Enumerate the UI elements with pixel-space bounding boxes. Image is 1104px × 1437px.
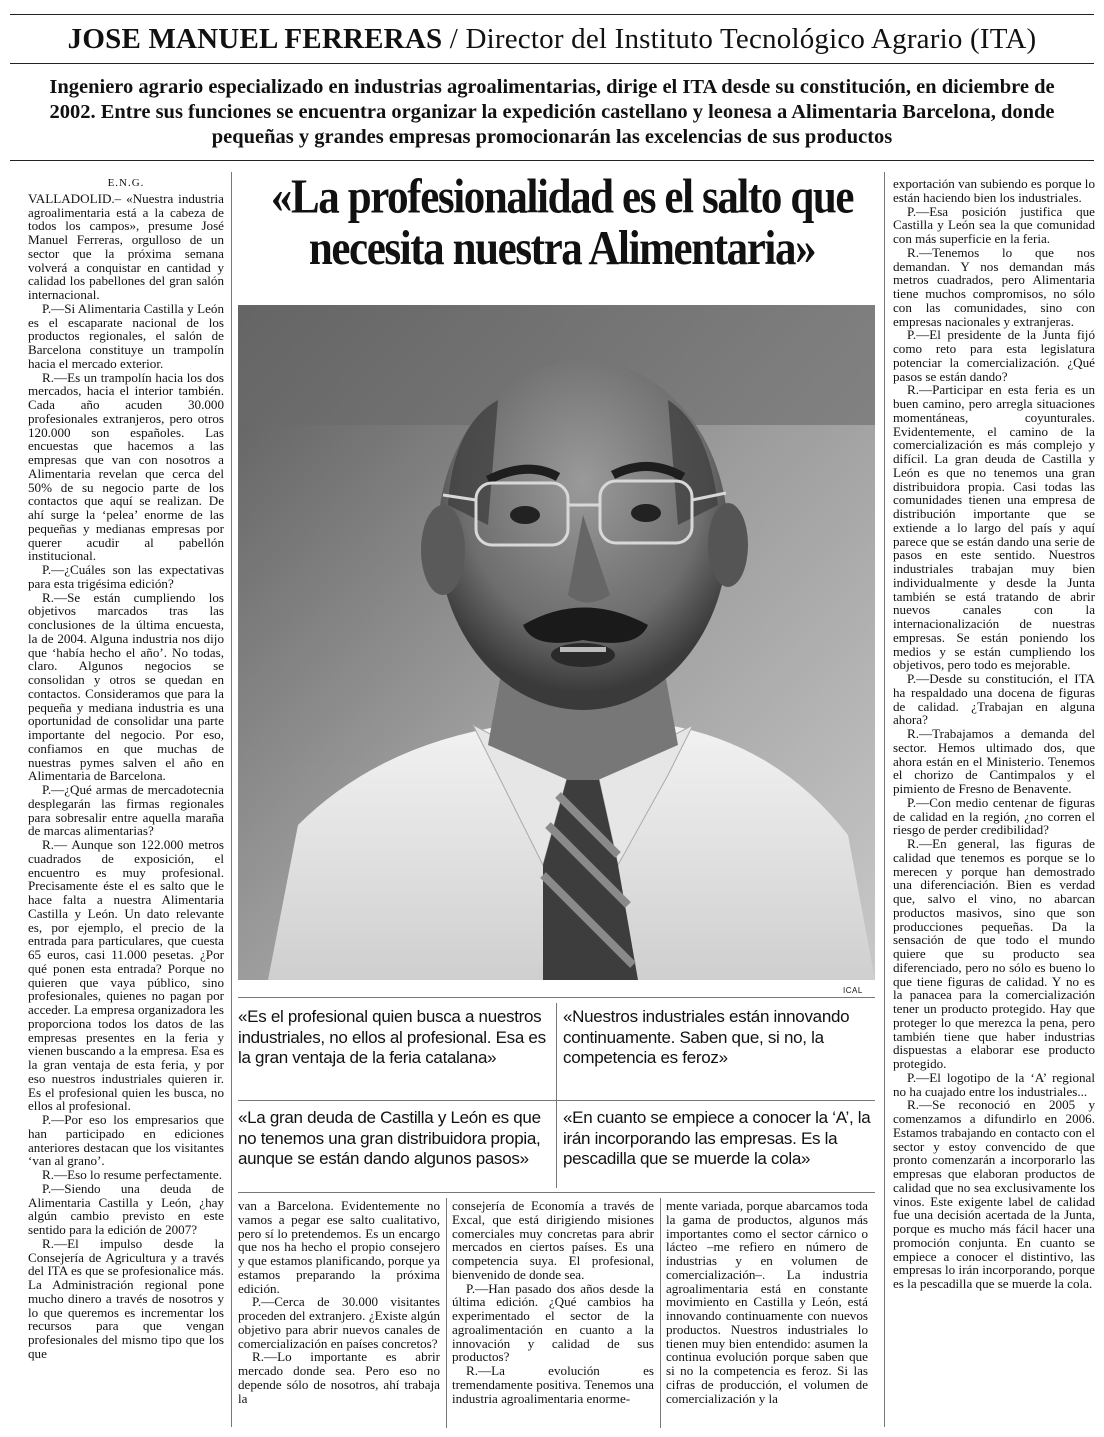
paragraph: P.—Por eso los empresarios que han participado en ediciones anteriores destacan que los visitantes ‘van al grano’.	[28, 1112, 224, 1169]
article-column-4	[666, 1199, 868, 1405]
paragraph: P.—Esa posición justifica que Castilla y León sea la que comunidad con más superficie en la feria.	[893, 203, 1095, 246]
paragraph: R.— Aunque son 122.000 metros cuadrados de exposición, el encuentro es muy profesional. Precisamente éste el es salto que le hace falta a nuestra Alimentaria Castilla y León. Un dato relevante es, por ejemplo, el precio de la entrada para particulares, que cuesta 65 euros, casi 11.000 pesetas. ¿Por qué ponen esta entrada? Porque no quieren que vaya público, sino profesionales, quienes no pagan por acceder. La empresa organizadora les proporciona todos los datos de las empresas presentes en la feria y vienen buscando a la empresa. Esa es la gran ventaja de esta feria, y por eso nuestros industriales quieren ir. Es el profesional quien les busca, no ellos al profesional.	[28, 837, 224, 1114]
column-divider	[884, 172, 885, 1427]
paragraph: R.—Participar en esta feria es un buen camino, pero arregla situaciones momentáneas, coyunturales. Evidentemente, el camino de la comercialización es más complejo y difícil. La gran deuda de Castilla y León es que no tenemos una gran distribuidora propia. Casi todas las comunidades tienen una empresa de distribución importante que se extiende a lo largo del país y aquí parece que se están dando una serie de pasos en este sentido. Nuestros industriales trabajan muy bien individualmente y desde la Junta también se está tratando de abrir nuevos canales con la internacionalización de nuestras empresas. Se están poniendo los medios y se están cumpliendo los objetivos, pero todo es mejorable.	[893, 382, 1095, 673]
paragraph: P.—Con medio centenar de figuras de calidad en la región, ¿no corren el riesgo de perder credibilidad?	[893, 794, 1095, 838]
article-column-3	[452, 1199, 654, 1405]
pull-quote: «Nuestros industriales están innovando continuamente. Saben que, si no, la competencia es feroz»	[563, 1007, 850, 1067]
quote-rule	[238, 1100, 875, 1101]
paragraph: consejería de Economía a través de Excal, que está dirigiendo misiones comerciales muy concretas para abrir mercados en ciertos países. Es una competencia suya. El profesional, bienvenido de donde sea.	[452, 1198, 654, 1282]
paragraph: P.—Cerca de 30.000 visitantes proceden del extranjero. ¿Existe algún objetivo para abrir nuevos canales de comercialización en países concretos?	[238, 1294, 440, 1351]
paragraph: P.—Desde su constitución, el ITA ha respaldado una docena de figuras de calidad. ¿Trabajan en alguna ahora?	[893, 671, 1095, 728]
column-divider	[446, 1198, 447, 1428]
paragraph: R.—Eso lo resume perfectamente.	[42, 1167, 222, 1182]
paragraph: P.—El logotipo de la ‘A’ regional no ha cuajado entre los industriales...	[893, 1069, 1095, 1099]
paragraph: R.—En general, las figuras de calidad que tenemos es porque se lo merecen y porque han demostrado una diferenciación. Bien es verdad que, salvo el vino, no abarcan productos masivos, sino que son producciones pequeñas. Da la sensación de que todo el mundo quiere que su producto sea diferenciado, pero no sólo es bueno lo que tiene figuras de calidad. Y no es la panacea para la comercialización tener un producto protegido. Hay que proteger lo que merezca la pena, pero también tiene que haber industrias dispuestas a elaborar ese producto protegido.	[893, 836, 1095, 1071]
quote-rule	[238, 1192, 875, 1193]
paragraph: P.—El presidente de la Junta fijó como reto para esta legislatura potenciar la comercialización. ¿Qué pasos se están dando?	[893, 327, 1095, 384]
paragraph: VALLADOLID.– «Nuestra industria agroalimentaria está a la cabeza de todos los campos», presume José Manuel Ferreras, orgulloso de un sector que la próxima semana volverá a conquistar en cantidad y calidad los pabellones del gran salón internacional.	[28, 190, 224, 302]
intro-rule	[10, 160, 1094, 161]
header-rule	[10, 63, 1094, 64]
paragraph: R.—Se están cumpliendo los objetivos marcados tras las conclusiones de la última encuesta, la de 2004. Alguna industria nos dijo que ‘había hecho el año’. No todas, claro. Algunos negocios se consolidan y otros se quedan en contactos. Consideramos que para la pequeña y mediana industria es una oportunidad de consolidar una parte importante del negocio. Por eso, confiamos en que muchas de nuestras pymes salven el año en Alimentaria de Barcelona.	[28, 589, 224, 784]
paragraph: P.—Han pasado dos años desde la última edición. ¿Qué cambios ha experimentado el sector de la agroalimentación en cuanto a la innovación y calidad de sus productos?	[452, 1280, 654, 1365]
paragraph: P.—¿Cuáles son las expectativas para esta trigésima edición?	[28, 562, 224, 591]
paragraph: P.—Siendo una deuda de Alimentaria Castilla y León, ¿hay algún cambio previsto en este sentido para la edición de 2007?	[28, 1180, 224, 1237]
paragraph: R.—Se reconoció en 2005 y comenzamos a difundirlo en 2006. Estamos trabajando en contacto con el sector y estoy convencido de que pronto comenzarán a incorporarlo las empresas que elaboran productos de calidad que no sea exclusivamente los vinos. Este exigente label de calidad fue una decisión acertada de la Junta, porque es mucho más fácil hacer una promoción conjunta. En cuanto se empiece a conocer el distintivo, las empresas lo irán incorporando, porque es la pescadilla que se muerde la cola.	[893, 1097, 1095, 1291]
pull-quote: «Es el profesional quien busca a nuestros industriales, no ellos al profesional. Esa es la gran ventaja de la feria catalana»	[238, 1007, 546, 1067]
paragraph: mente variada, porque abarcamos toda la gama de productos, algunos más importantes como el sector cárnico o lácteo –me refiero en número de industrias y en volumen de comercialización–. La industria agroalimentaria está en constante movimiento en Castilla y León, está innovando continuamente con nuevos productos. Nuestros industriales lo tienen muy bien entendido: asumen la continua evolución porque saben que si no la competencia es feroz. Si las cifras de producción, el volumen de comercialización y la	[666, 1198, 868, 1406]
paragraph: van a Barcelona. Evidentemente no vamos a pegar ese salto cualitativo, pero sí lo pretendemos. Es un encargo que nos ha hecho el propio consejero y que estamos planificando, porque ya estamos preparando la próxima edición.	[238, 1198, 440, 1296]
quote-rule	[238, 997, 875, 998]
paragraph: P.—Si Alimentaria Castilla y León es el escaparate nacional de los productos regionales, el salón de Barcelona constituye un trampolín hacia el mercado exterior.	[28, 300, 224, 371]
portrait-illustration	[238, 305, 875, 980]
top-rule	[10, 14, 1094, 15]
article-column-5	[893, 177, 1095, 1429]
quote-divider	[556, 1003, 557, 1188]
paragraph: R.—La evolución es tremendamente positiva. Tenemos una industria agroalimentaria enorme-	[452, 1363, 654, 1406]
interview-header	[0, 22, 1104, 56]
paragraph: R.—Tenemos lo que nos demandan. Y nos demandan más metros cuadrados, pero Alimentaria tiene muchos compromisos, no sólo con las comunidades, sino con empresas nacionales y extranjeras.	[893, 244, 1095, 329]
paragraph: R.—Es un trampolín hacia los dos mercados, hacia el interior también. Cada año acuden 30.000 profesionales extranjeros, pero otros 120.000 son españoles. Las encuestas que hacemos a las empresas que van con nosotros a Alimentaria revelan que cerca del 50% de su negocio parte de los contactos que aquí se realizan. De ahí surge la ‘pelea’ enorme de las pequeñas y medianas empresas por querer acudir al pabellón institucional.	[28, 369, 224, 564]
interviewee-role: Director del Instituto Tecnológico Agrario (ITA)	[465, 23, 1037, 55]
header-separator: /	[442, 23, 466, 55]
interviewee-photo	[238, 305, 875, 980]
paragraph: R.—Lo importante es abrir mercado donde sea. Pero eso no depende sólo de nosotros, ahí trabaja la	[238, 1349, 440, 1406]
paragraph: R.—Trabajamos a demanda del sector. Hemos ultimado dos, que ahora están en el Ministerio. Tenemos el chorizo de Cantimpalos y el pimiento de Fresno de Benavente.	[893, 726, 1095, 796]
article-column-1	[28, 177, 224, 1429]
pull-quote: «La gran deuda de Castilla y León es que no tenemos una gran distribuidora propia, aunque se están dando algunos pasos»	[238, 1108, 541, 1168]
paragraph: R.—El impulso desde la Consejería de Agricultura y a través del ITA es que se profesionalice más. La Administración regional pone mucho dinero a través de nosotros y lo que queremos es incrementar los recursos para que vengan profesionales del mismo tipo que los que	[28, 1235, 224, 1361]
article-column-2	[238, 1199, 440, 1405]
byline: E.N.G.	[107, 177, 145, 189]
photo-credit: ICAL	[843, 986, 863, 995]
column-divider	[660, 1198, 661, 1428]
pull-quote: «En cuanto se empiece a conocer la ‘A’, la irán incorporando las empresas. Es la pescadilla que se muerde la cola»	[563, 1108, 871, 1168]
interviewee-name: JOSE MANUEL FERRERAS	[67, 23, 443, 55]
paragraph: P.—¿Qué armas de mercadotecnia desplegarán las firmas regionales para sobresalir entre aquella maraña de marcas alimentarias?	[28, 782, 224, 839]
headline: «La profesionalidad es el salto que necesita nuestra Alimentaria»	[270, 170, 854, 276]
column-divider	[231, 172, 232, 1427]
intro-standfirst: Ingeniero agrario especializado en industrias agroalimentarias, dirige el ITA desde su constitución, en diciembre de 2002. Entre sus funciones se encuentra organizar la expedición castellano y leonesa a Alimentaria Barcelona, donde pequeñas y grandes empresas promocionarán las excelencias de sus productos	[49, 76, 1055, 148]
paragraph: exportación van subiendo es porque lo están haciendo bien los industriales.	[893, 177, 1095, 205]
